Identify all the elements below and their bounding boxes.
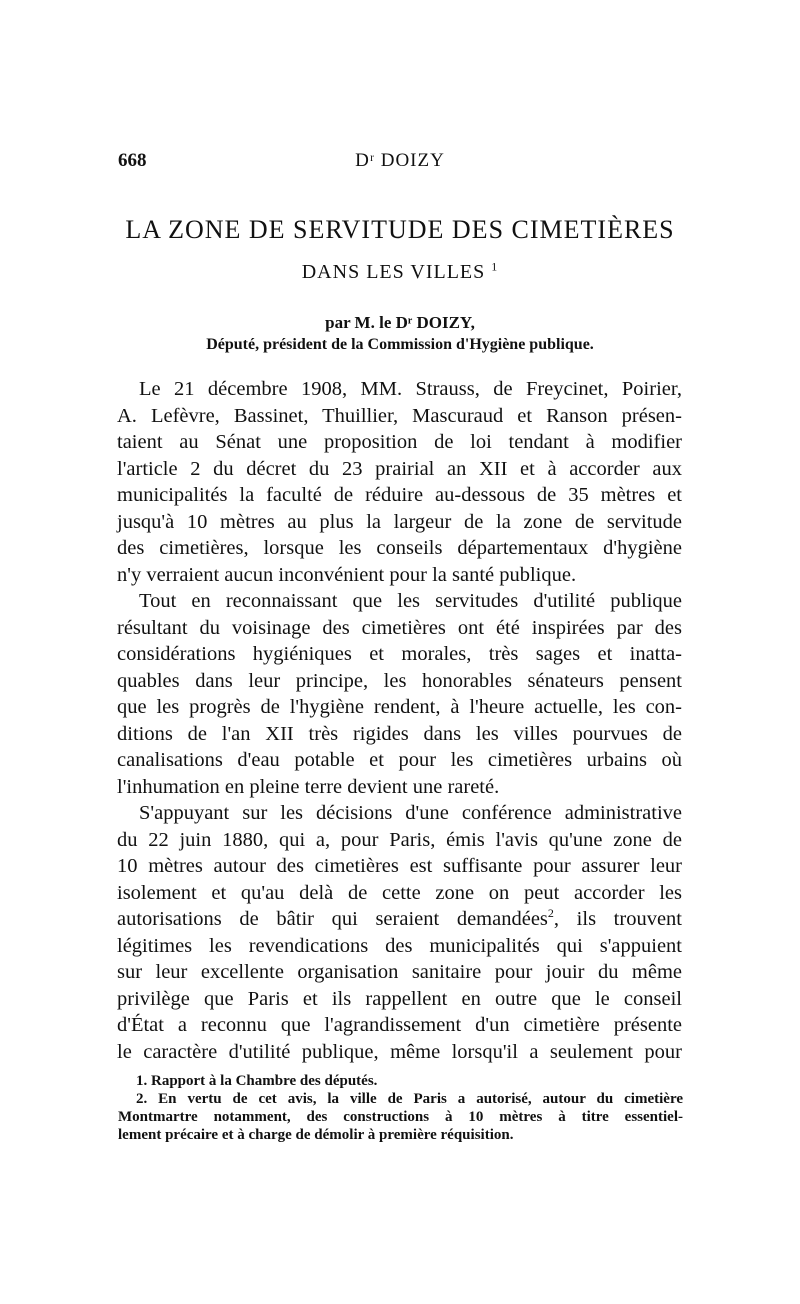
body-line: taient au Sénat une proposition de loi tendant à modifier (117, 431, 682, 453)
body-line: du 22 juin 1880, qui a, pour Paris, émis l'avis qu'une zone de (117, 828, 682, 851)
body-line: A. Lefèvre, Bassinet, Thuillier, Mascuraud et Ranson présen- (117, 404, 682, 427)
article-title: LA ZONE DE SERVITUDE DES CIMETIÈRES (125, 215, 675, 244)
body-line: privilège que Paris et ils rappellent en outre que le conseil (117, 987, 682, 1010)
author-affiliation: Député, président de la Commission d'Hygiène publique. (206, 336, 594, 353)
body-line: résultant du voisinage des cimetières ont été inspirées par des (117, 616, 682, 639)
running-header (118, 150, 682, 176)
footnote-1: 1. Rapport à la Chambre des députés. (136, 1073, 378, 1089)
body-line: légitimes les revendications des municipalités qui s'appuient (117, 934, 682, 957)
body-line: ditions de l'an XII très rigides dans les villes pourvues de (117, 722, 682, 745)
body-line: Le 21 décembre 1908, MM. Strauss, de Freycinet, Poirier, (139, 378, 682, 400)
article-subtitle-text: DANS LES VILLES (301, 261, 486, 283)
body-line: S'appuyant sur les décisions d'une conférence administrative (139, 802, 682, 824)
footnote-ref-2: 2 (547, 906, 554, 921)
body-line: considérations hygiéniques et morales, très sages et inatta- (117, 643, 682, 665)
footnote-2-cont: lement précaire et à charge de démolir à première réquisition. (118, 1127, 514, 1143)
body-line: isolement et qu'au delà de cette zone on peut accorder les (117, 881, 682, 904)
body-line: que les progrès de l'hygiène rendent, à l'heure actuelle, les con- (117, 696, 682, 718)
body-line: municipalités la faculté de réduire au-dessous de 35 mètres et (117, 484, 682, 506)
body-line: 10 mètres autour des cimetières est suffisante pour assurer leur (117, 855, 682, 877)
body-line: le caractère d'utilité publique, même lorsqu'il a seulement pour (117, 1040, 682, 1063)
body-line: l'inhumation en pleine terre devient une rareté. (117, 775, 500, 798)
body-line: n'y verraient aucun inconvénient pour la santé publique. (117, 563, 577, 586)
article-subtitle (100, 261, 700, 284)
body-line: jusqu'à 10 mètres au plus la largeur de la zone de servitude (117, 510, 682, 533)
body-text (117, 376, 682, 1065)
body-line: canalisations d'eau potable et pour les cimetières urbains où (117, 749, 682, 771)
running-title: Dʳ DOIZY (355, 150, 445, 171)
body-line: quables dans leur principe, les honorables sénateurs pensent (117, 669, 682, 692)
page-number: 668 (118, 150, 147, 171)
body-line: l'article 2 du décret du 23 prairial an XII et à accorder aux (117, 457, 682, 480)
body-line-tail: , ils trouvent (553, 908, 683, 930)
body-line: des cimetières, lorsque les conseils départementaux d'hygiène (117, 537, 682, 559)
footnote-ref-1: 1 (491, 259, 499, 274)
body-line: d'État a reconnu que l'agrandissement d'un cimetière présente (117, 1014, 682, 1036)
footnote-2: 2. En vertu de cet avis, la ville de Paris a autorisé, autour du cimetière (136, 1091, 683, 1107)
body-line-with-note (117, 906, 682, 933)
body-line-text: autorisations de bâtir qui seraient demandées (117, 908, 548, 930)
body-line: Tout en reconnaissant que les servitudes d'utilité publique (139, 590, 682, 612)
footnote-2-cont: Montmartre notamment, des constructions à 10 mètres à titre essentiel- (118, 1109, 683, 1125)
author-line: par M. le Dʳ DOIZY, (325, 313, 475, 332)
footnotes (118, 1072, 683, 1144)
body-line: sur leur excellente organisation sanitaire pour jouir du même (117, 961, 682, 983)
